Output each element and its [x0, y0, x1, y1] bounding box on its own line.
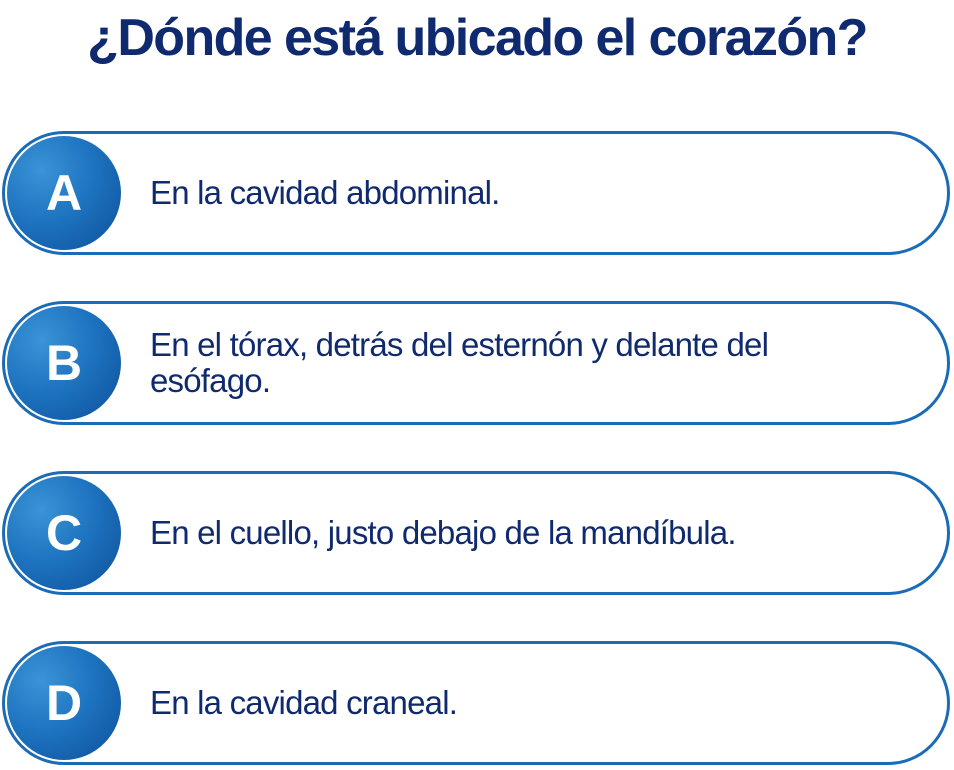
option-letter: C	[45, 505, 83, 561]
option-text: En la cavidad craneal.	[150, 684, 458, 721]
option-letter-badge	[7, 306, 121, 420]
answer-option-d[interactable]	[2, 641, 950, 765]
answer-option-c[interactable]	[2, 471, 950, 595]
option-letter: A	[45, 165, 83, 221]
option-text: En el cuello, justo debajo de la mandíbula.	[150, 514, 736, 551]
option-letter-badge	[7, 136, 121, 250]
answer-option-b[interactable]	[2, 301, 950, 425]
option-letter-badge	[7, 476, 121, 590]
option-text: En el tórax, detrás del esternón y delante del esófago.	[150, 326, 769, 399]
option-text: En la cavidad abdominal.	[150, 174, 500, 211]
option-letter: D	[45, 675, 83, 731]
answer-option-a[interactable]	[2, 131, 950, 255]
option-letter-badge	[7, 646, 121, 760]
option-letter: B	[45, 335, 83, 391]
question-title: ¿Dónde está ubicado el corazón?	[87, 9, 867, 67]
